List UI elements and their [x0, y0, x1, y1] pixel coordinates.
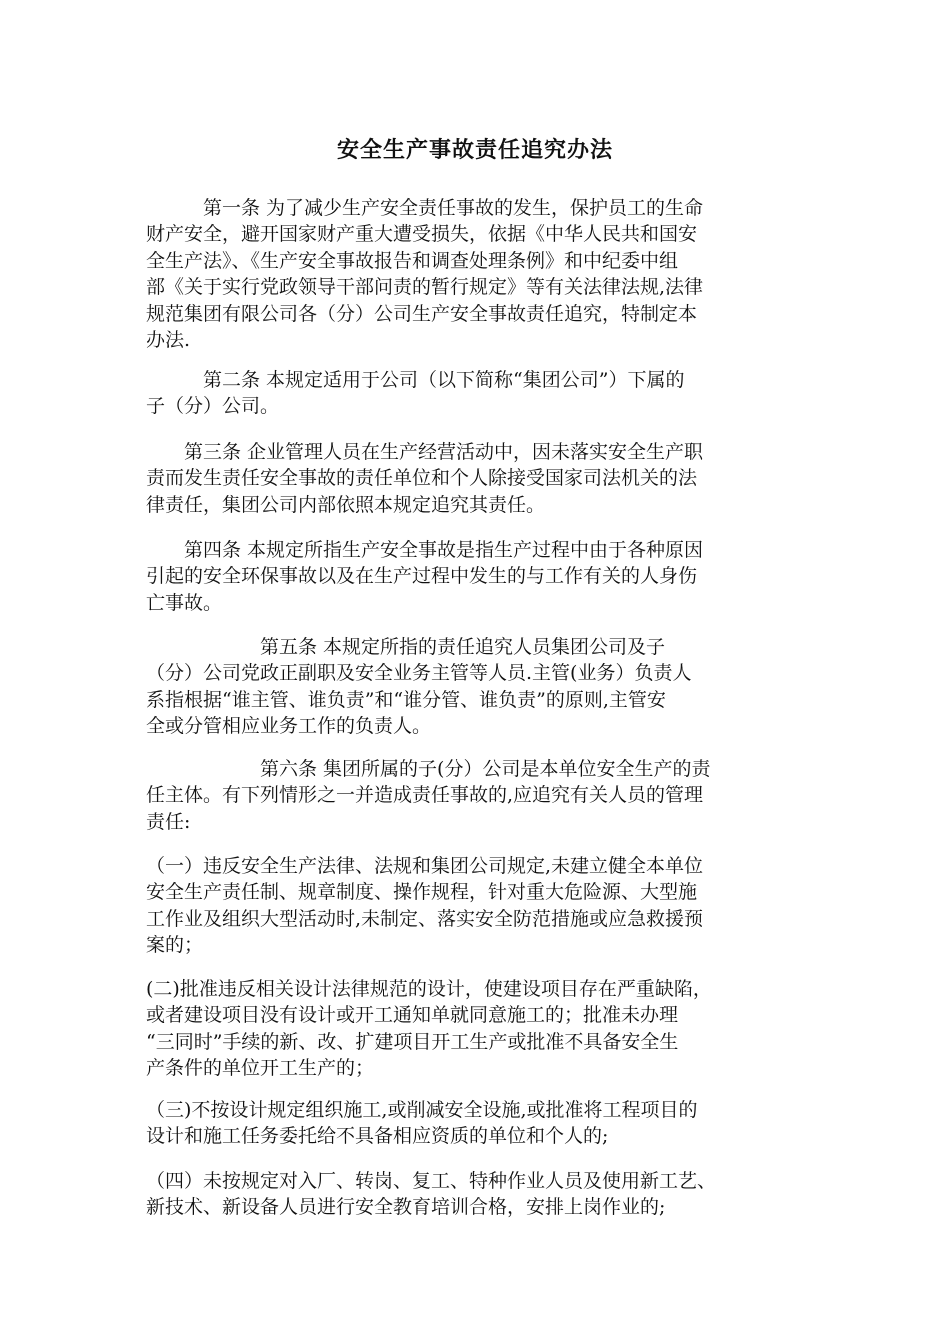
text-line: “三同时”手续的新、改、扩建项目开工生产或批准不具备安全生: [146, 1030, 679, 1053]
text-line: （分）公司党政正副职及安全业务主管等人员.主管(业务）负责人: [146, 662, 692, 685]
text-line: 责而发生责任安全事故的责任单位和个人除接受国家司法机关的法: [146, 467, 698, 490]
text-line: 引起的安全环保事故以及在生产过程中发生的与工作有关的人身伤: [146, 565, 698, 588]
text-line: 全或分管相应业务工作的负责人。: [146, 715, 432, 738]
text-line: 责任:: [146, 810, 191, 833]
text-line: 全生产法》、《生产安全事故报告和调查处理条例》和中纪委中组: [146, 249, 679, 272]
text-line: 第二条 本规定适用于公司（以下简称“集团公司”）下属的: [146, 369, 685, 391]
article-4-paragraph: [146, 537, 806, 616]
article-2-paragraph: [146, 367, 806, 420]
text-line: （四）未按规定对入厂、转岗、复工、特种作业人员及使用新工艺、: [146, 1170, 717, 1192]
text-line: 规范集团有限公司各（分）公司生产安全事故责任追究，特制定本: [146, 302, 698, 325]
text-line: （三)不按设计规定组织施工,或削减安全设施,或批准将工程项目的: [146, 1099, 698, 1121]
text-line: 子（分）公司。: [146, 395, 280, 418]
article-3-paragraph: [146, 439, 806, 518]
item-3-paragraph: [146, 1097, 806, 1150]
text-line: (二)批准违反相关设计法律规范的设计，使建设项目存在严重缺陷，: [146, 978, 712, 1000]
document-title: 安全生产事故责任追究办法: [336, 137, 613, 163]
text-line: 第五条 本规定所指的责任追究人员集团公司及子: [146, 636, 666, 658]
text-line: 案的；: [146, 934, 204, 957]
text-line: 或者建设项目没有设计或开工通知单就同意施工的；批准未办理: [146, 1004, 679, 1027]
text-line: 办法.: [146, 329, 191, 352]
text-line: 新技术、新设备人员进行安全教育培训合格，安排上岗作业的;: [146, 1196, 666, 1219]
text-line: 第一条 为了减少生产安全责任事故的发生，保护员工的生命: [146, 197, 704, 219]
article-5-paragraph: [146, 634, 806, 740]
item-1-paragraph: [146, 853, 806, 959]
text-line: 工作业及组织大型活动时,未制定、落实安全防范措施或应急救援预: [146, 907, 704, 930]
text-line: 第六条 集团所属的子(分）公司是本单位安全生产的责: [146, 758, 711, 780]
text-line: 第三条 企业管理人员在生产经营活动中，因未落实安全生产职: [146, 441, 704, 463]
text-line: （一）违反安全生产法律、法规和集团公司规定,未建立健全本单位: [146, 855, 704, 877]
text-line: 安全生产责任制、规章制度、操作规程，针对重大危险源、大型施: [146, 881, 698, 904]
article-1-paragraph: [146, 195, 806, 353]
article-6-paragraph: [146, 756, 806, 835]
item-4-paragraph: [146, 1168, 806, 1221]
item-2-paragraph: [146, 976, 806, 1082]
text-line: 设计和施工任务委托给不具备相应资质的单位和个人的;: [146, 1125, 609, 1148]
text-line: 系指根据“谁主管、谁负责”和“谁分管、谁负责”的原则,主管安: [146, 688, 666, 711]
text-line: 财产安全，避开国家财产重大遭受损失，依据《中华人民共和国安: [146, 223, 698, 246]
text-line: 第四条 本规定所指生产安全事故是指生产过程中由于各种原因: [146, 539, 704, 561]
text-line: 律责任，集团公司内部依照本规定追究其责任。: [146, 493, 546, 516]
text-line: 亡事故。: [146, 591, 223, 614]
text-line: 任主体。有下列情形之一并造成责任事故的,应追究有关人员的管理: [146, 784, 704, 807]
text-line: 部《关于实行党政领导干部问责的暂行规定》等有关法律法规,法律: [146, 276, 704, 299]
text-line: 产条件的单位开工生产的；: [146, 1057, 375, 1080]
